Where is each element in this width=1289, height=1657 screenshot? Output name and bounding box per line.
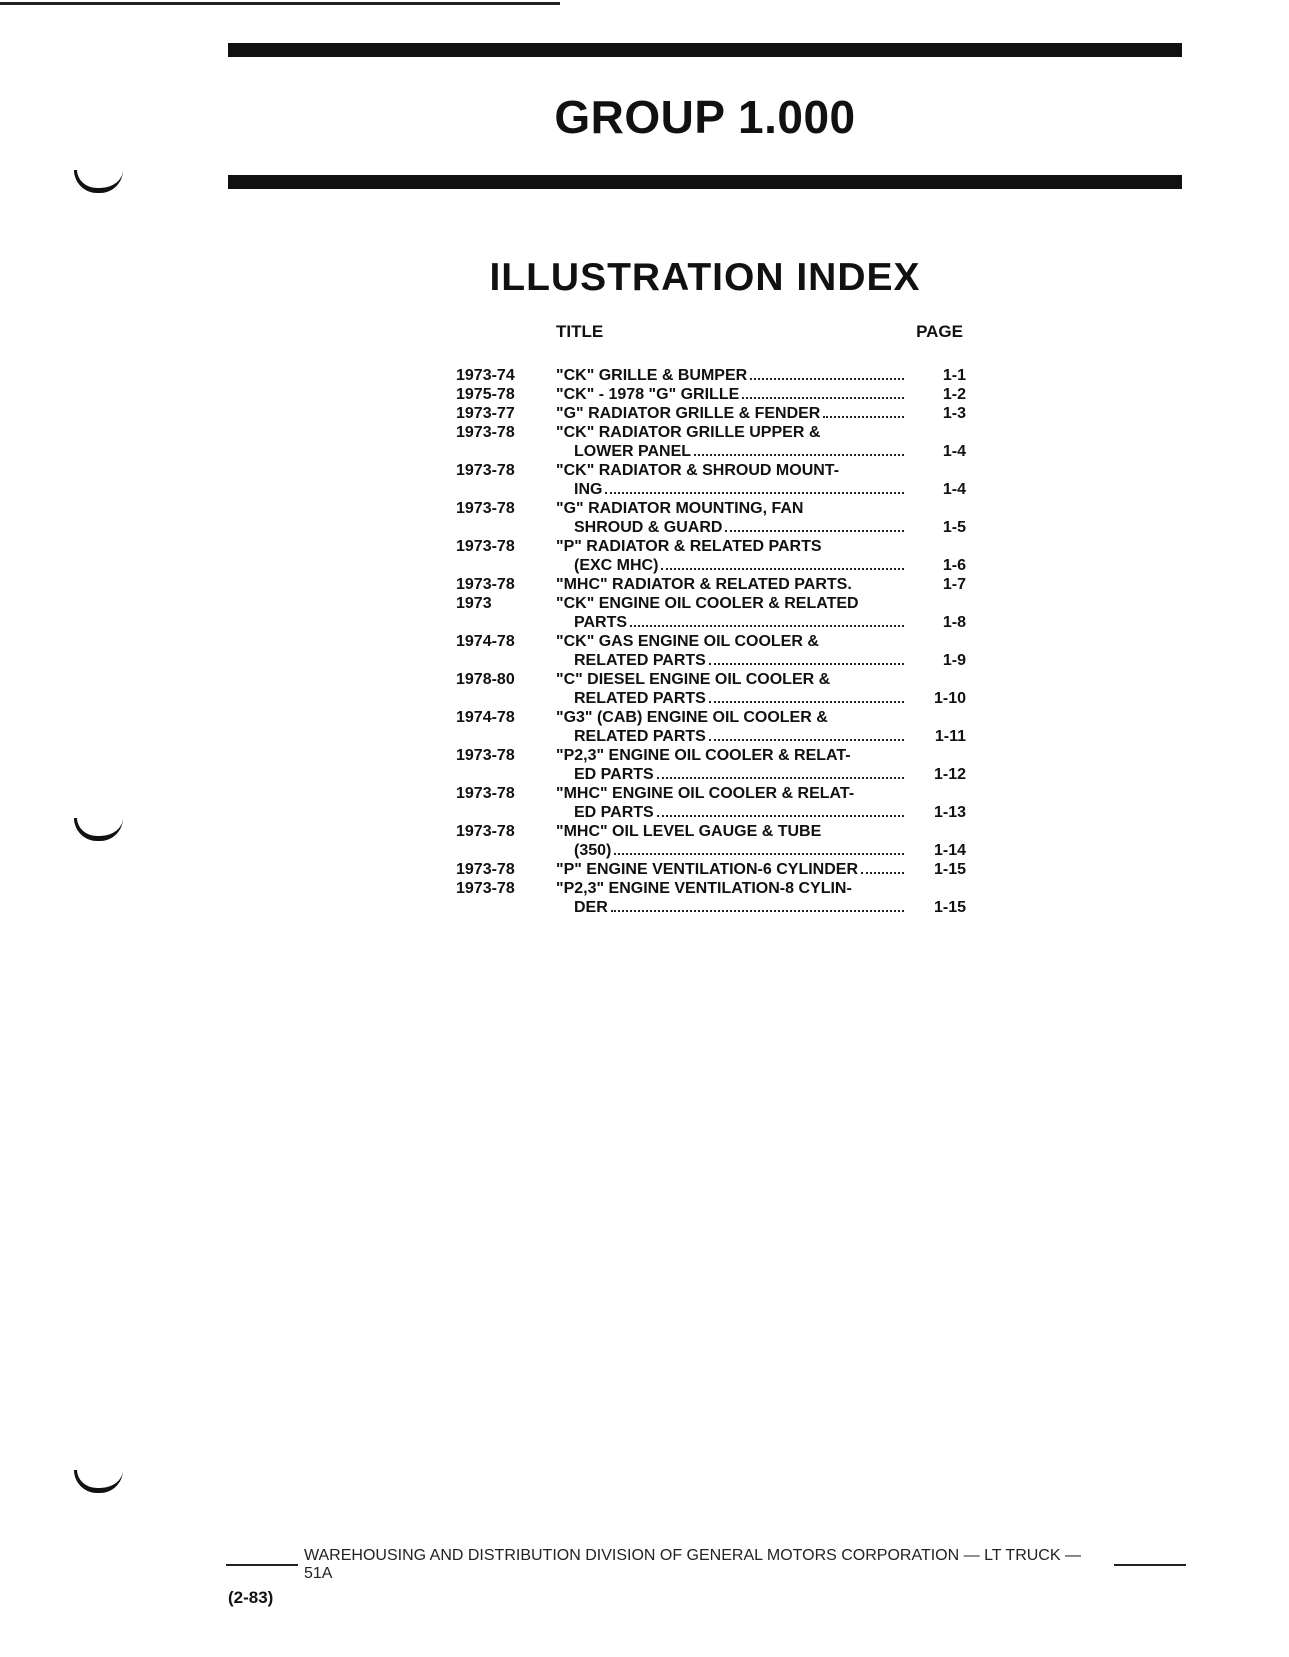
entry-title bbox=[556, 879, 906, 917]
header-bar-bottom bbox=[228, 175, 1182, 189]
entry-title-line: "MHC" ENGINE OIL COOLER & RELAT- bbox=[556, 785, 855, 802]
index-title: ILLUSTRATION INDEX bbox=[489, 256, 921, 299]
entry-page: 1-9 bbox=[942, 652, 966, 669]
entry-title-line bbox=[556, 385, 906, 404]
entry-title-text: RELATED PARTS bbox=[574, 690, 706, 707]
entry-page: 1-3 bbox=[942, 405, 966, 422]
entry-title-text: SHROUD & GUARD bbox=[574, 519, 723, 536]
entry-title-text: ED PARTS bbox=[574, 766, 654, 783]
entry-year: 1973-78 bbox=[456, 462, 515, 479]
index-entry bbox=[456, 575, 966, 594]
entry-title-line bbox=[556, 803, 906, 822]
dot-leader bbox=[611, 910, 904, 912]
entry-title-line: "MHC" OIL LEVEL GAUGE & TUBE bbox=[556, 823, 822, 840]
header-bar-top bbox=[228, 43, 1182, 57]
entry-title-line bbox=[556, 575, 906, 594]
entry-year: 1973-78 bbox=[456, 500, 515, 517]
dot-leader bbox=[614, 853, 904, 855]
entry-title-text: ED PARTS bbox=[574, 804, 654, 821]
entry-title-line bbox=[556, 442, 906, 461]
entry-page: 1-14 bbox=[933, 842, 966, 859]
entry-page: 1-5 bbox=[942, 519, 966, 536]
entry-page: 1-8 bbox=[942, 614, 966, 631]
footer-rule bbox=[226, 1564, 298, 1566]
entry-title bbox=[556, 385, 906, 404]
entry-title-line bbox=[556, 727, 906, 746]
footer-text: WAREHOUSING AND DISTRIBUTION DIVISION OF GENERAL MOTORS CORPORATION — LT TRUCK — 51A bbox=[304, 1547, 1081, 1582]
entry-title bbox=[556, 499, 906, 537]
entry-year: 1973 bbox=[456, 595, 492, 612]
entry-page: 1-10 bbox=[933, 690, 966, 707]
entry-title-line: "CK" ENGINE OIL COOLER & RELATED bbox=[556, 595, 859, 612]
entry-title-line: "CK" RADIATOR GRILLE UPPER & bbox=[556, 424, 821, 441]
entry-page: 1-2 bbox=[942, 386, 966, 403]
entry-year: 1973-77 bbox=[456, 405, 515, 422]
entry-year: 1973-78 bbox=[456, 861, 515, 878]
entry-title-text: (350) bbox=[574, 842, 612, 859]
entry-title bbox=[556, 366, 906, 385]
revision-code: (2-83) bbox=[228, 1588, 274, 1607]
entry-title bbox=[556, 746, 906, 784]
index-entry bbox=[456, 822, 966, 860]
entry-title-text: ING bbox=[574, 481, 603, 498]
entry-page: 1-6 bbox=[942, 557, 966, 574]
entry-title-text: "CK" GRILLE & BUMPER bbox=[556, 367, 748, 384]
entry-title bbox=[556, 575, 906, 594]
entry-title-line bbox=[556, 841, 906, 860]
index-entry bbox=[456, 385, 966, 404]
dot-leader bbox=[725, 530, 904, 532]
entry-title bbox=[556, 708, 906, 746]
entry-page: 1-13 bbox=[933, 804, 966, 821]
entry-year: 1973-78 bbox=[456, 424, 515, 441]
index-entry bbox=[456, 423, 966, 461]
index-entry bbox=[456, 499, 966, 537]
dot-leader bbox=[657, 777, 904, 779]
entry-title-text: RELATED PARTS bbox=[574, 652, 706, 669]
entry-year: 1973-78 bbox=[456, 747, 515, 764]
entry-title bbox=[556, 423, 906, 461]
dot-leader bbox=[605, 492, 904, 494]
entry-title-line bbox=[556, 366, 906, 385]
entry-year: 1973-78 bbox=[456, 576, 515, 593]
entry-title-text: "MHC" RADIATOR & RELATED PARTS. bbox=[556, 576, 852, 593]
entry-page: 1-1 bbox=[942, 367, 966, 384]
page-footer bbox=[226, 1547, 1186, 1583]
dot-leader bbox=[709, 739, 904, 741]
dot-leader bbox=[750, 378, 904, 380]
dot-leader bbox=[823, 416, 904, 418]
entry-title-text: "CK" - 1978 "G" GRILLE bbox=[556, 386, 740, 403]
binder-hole-mark bbox=[74, 170, 123, 193]
entry-title bbox=[556, 632, 906, 670]
entry-title-text: (EXC MHC) bbox=[574, 557, 659, 574]
entry-title-line: "CK" RADIATOR & SHROUD MOUNT- bbox=[556, 462, 840, 479]
entry-title-line: "P2,3" ENGINE OIL COOLER & RELAT- bbox=[556, 747, 851, 764]
entry-title bbox=[556, 822, 906, 860]
entry-year: 1973-74 bbox=[456, 367, 515, 384]
index-entry bbox=[456, 537, 966, 575]
entry-title-line: "G3" (CAB) ENGINE OIL COOLER & bbox=[556, 709, 828, 726]
entry-title-line: "G" RADIATOR MOUNTING, FAN bbox=[556, 500, 804, 517]
entry-title-line bbox=[556, 518, 906, 537]
entry-title bbox=[556, 537, 906, 575]
entry-title-line bbox=[556, 765, 906, 784]
footer-rule bbox=[1114, 1564, 1186, 1566]
dot-leader bbox=[742, 397, 904, 399]
index-entry bbox=[456, 708, 966, 746]
illustration-index-list bbox=[456, 366, 966, 917]
column-header-page: PAGE bbox=[916, 322, 963, 341]
index-entry bbox=[456, 860, 966, 879]
entry-page: 1-15 bbox=[933, 899, 966, 916]
index-entry bbox=[456, 404, 966, 423]
entry-title-line bbox=[556, 860, 906, 879]
entry-page: 1-4 bbox=[942, 443, 966, 460]
dot-leader bbox=[861, 872, 904, 874]
entry-title-line bbox=[556, 404, 906, 423]
dot-leader bbox=[694, 454, 904, 456]
entry-year: 1973-78 bbox=[456, 538, 515, 555]
entry-title-line bbox=[556, 480, 906, 499]
entry-title-text: "G" RADIATOR GRILLE & FENDER bbox=[556, 405, 821, 422]
group-title: GROUP 1.000 bbox=[554, 91, 856, 143]
dot-leader bbox=[709, 701, 904, 703]
entry-page: 1-15 bbox=[933, 861, 966, 878]
entry-page: 1-7 bbox=[942, 576, 966, 593]
entry-year: 1973-78 bbox=[456, 823, 515, 840]
entry-year: 1973-78 bbox=[456, 880, 515, 897]
entry-title-line bbox=[556, 898, 906, 917]
entry-page: 1-12 bbox=[933, 766, 966, 783]
column-header-title: TITLE bbox=[556, 322, 604, 341]
entry-title-line bbox=[556, 651, 906, 670]
entry-year: 1975-78 bbox=[456, 386, 515, 403]
entry-year: 1978-80 bbox=[456, 671, 515, 688]
entry-title-line: "P" RADIATOR & RELATED PARTS bbox=[556, 538, 822, 555]
index-entry bbox=[456, 594, 966, 632]
index-entry bbox=[456, 632, 966, 670]
entry-title-line: "C" DIESEL ENGINE OIL COOLER & bbox=[556, 671, 831, 688]
entry-year: 1974-78 bbox=[456, 633, 515, 650]
entry-year: 1974-78 bbox=[456, 709, 515, 726]
dot-leader bbox=[709, 663, 904, 665]
entry-title bbox=[556, 594, 906, 632]
entry-title bbox=[556, 784, 906, 822]
entry-title-line: "CK" GAS ENGINE OIL COOLER & bbox=[556, 633, 819, 650]
index-entry bbox=[456, 461, 966, 499]
index-entry bbox=[456, 746, 966, 784]
top-edge-rule bbox=[0, 2, 560, 5]
entry-title-text: "P" ENGINE VENTILATION-6 CYLINDER bbox=[556, 861, 859, 878]
index-entry bbox=[456, 879, 966, 917]
entry-title-text: LOWER PANEL bbox=[574, 443, 692, 460]
entry-title-line bbox=[556, 613, 906, 632]
index-entry bbox=[456, 670, 966, 708]
entry-title-line: "P2,3" ENGINE VENTILATION-8 CYLIN- bbox=[556, 880, 852, 897]
entry-year: 1973-78 bbox=[456, 785, 515, 802]
entry-title-line bbox=[556, 556, 906, 575]
entry-title-line bbox=[556, 689, 906, 708]
dot-leader bbox=[657, 815, 904, 817]
index-entry bbox=[456, 366, 966, 385]
entry-title-text: PARTS bbox=[574, 614, 628, 631]
entry-title-text: DER bbox=[574, 899, 608, 916]
dot-leader bbox=[661, 568, 904, 570]
binder-hole-mark bbox=[74, 1470, 123, 1493]
entry-title bbox=[556, 404, 906, 423]
index-entry bbox=[456, 784, 966, 822]
entry-page: 1-4 bbox=[942, 481, 966, 498]
entry-title-text: RELATED PARTS bbox=[574, 728, 706, 745]
entry-page: 1-11 bbox=[934, 728, 966, 745]
binder-hole-mark bbox=[74, 818, 123, 841]
entry-title bbox=[556, 860, 906, 879]
entry-title bbox=[556, 461, 906, 499]
entry-title bbox=[556, 670, 906, 708]
dot-leader bbox=[630, 625, 904, 627]
